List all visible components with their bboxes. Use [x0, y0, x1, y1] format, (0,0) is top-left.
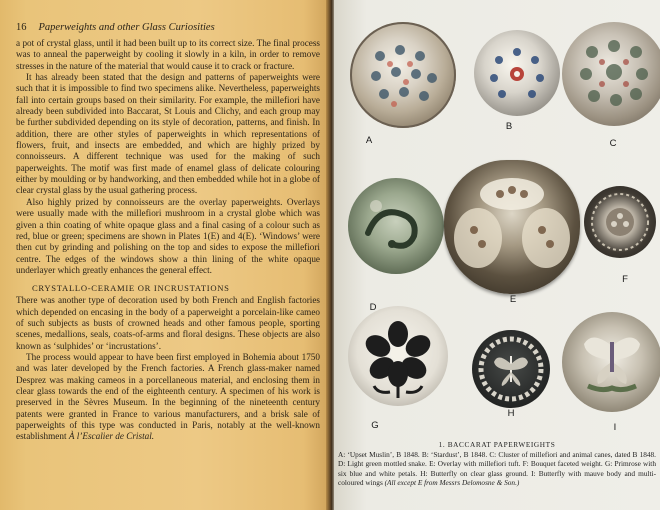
running-head: [16, 22, 320, 34]
label-a: A: [365, 135, 373, 146]
paragraph-2-text: It has already been stated that the design and patterns of paperweights were such that it is impossible to find two specimens alike. Nevertheless, paperweights fall into certain groups based on their similarity. For example, the millefiori have already been subdivided into Baccarat, St Louis and Clichy, and each group may be further subdivided depending on its style of decoration, patterns, and finish. In addition, there are other styles of paperweights in which representations of flowers, fruit, and insects are embedded, and which are highly prized by connoisseurs. A different technique was used for the making of such paperweights. The motif was first made of enamel glass of delicate colouring either by moulding or by handworking, and then embedded while hot in a globe of clear crystal glass by the usual gathering process.: [16, 72, 320, 196]
plate-caption: [338, 440, 656, 487]
caption-note: (All except E from Messrs Delomosne & Son.): [384, 477, 520, 487]
paperweight-b-canes: [474, 30, 560, 116]
paperweight-d-snake: [348, 178, 444, 274]
paragraph-3-text: Also highly prized by connoisseurs are the overlay paperweights. Overlays were usually made with the millefiori mushroom in a crystal globe which was given a thin coating of white opaque glass and a final casing of a colour such as red, blue or green; specimens are shown in Plates 1(E) and 4(E). ‘Windows’ were then cut by grinding and polishing on the top and sides to expose the millefiori centre. The edges of the windows show a thin lining of the white opaque underlayer which greatly enhances the general effect.: [16, 196, 320, 275]
label-d: D: [369, 302, 377, 313]
label-g: G: [371, 420, 379, 431]
label-e: E: [509, 294, 517, 305]
paragraph-3: [16, 197, 320, 276]
paperweight-e-windows: [444, 160, 580, 294]
right-page: [334, 0, 660, 510]
paragraph-1: a pot of crystal glass, until it had been built up to its correct size. The final process was to anneal the paperweight by cooling it slowly in a kiln, in order to remove stresses in the nature of the material that would cause it to crack or fracture.: [16, 38, 320, 71]
paperweight-i-butterfly: [562, 312, 660, 412]
paragraph-5: [16, 352, 320, 443]
label-h: H: [507, 408, 515, 419]
paragraph-4: There was another type of decoration used by both French and English factories which depended on encasing in the body of a paperweight a porcelain-like cameo of such subjects as busts of crowned heads and other famous people, sporting scenes, medallions, seals, coats-of-arms and floral designs. These objects are also known as ‘sulphides’ or ‘incrustations’.: [16, 295, 320, 351]
paperweight-g-primrose: [348, 306, 448, 406]
label-i: I: [613, 422, 617, 433]
paperweight-h-butterfly: [472, 330, 550, 408]
label-b: B: [505, 121, 513, 132]
plate-photographs: [334, 0, 660, 440]
caption-text: A: ‘Upset Muslin’, B 1848. B: ‘Stardust’, B 1848. C: Cluster of millefiori and animal canes, dated B 1848. D: Light green mottled snake. E: Overlay with millefiori tuft. F: Bouquet faceted weight. G: Primrose with six blue and white petals. H: Butterfly on clear glass ground. I: Butterfly with mauve body and multi-coloured wings: [338, 450, 656, 487]
caption-title: 1. BACCARAT PAPERWEIGHTS: [438, 440, 556, 449]
paperweight-c-canes: [562, 22, 660, 126]
label-c: C: [609, 138, 617, 149]
paperweight-a-canes: [350, 22, 456, 128]
paragraph-5-text: The process would appear to have been first employed in Bohemia about 1750 and was later developed by the French factories. A French glass-maker named Desprez was making cameos in a porcellaneous material, and enclosing them in clear glass towards the end of the eighteenth century. A specimen of his work is preserved in the Sèvres Museum. In the beginning of the nineteenth century patents were granted in France to various manufacturers, and a brisk sale of paperweights of this type was conducted in Paris, notably at the well-known establishment: [16, 351, 320, 442]
section-heading: CRYSTALLO-CERAMIE OR INCRUSTATIONS: [32, 283, 230, 294]
closing-italic: À l’Escalier de Cristal.: [68, 431, 155, 442]
paperweight-f-bouquet: [584, 186, 656, 258]
paragraph-2: [16, 72, 320, 197]
page-number: 16: [16, 22, 27, 33]
label-f: F: [622, 274, 628, 285]
running-title: Paperweights and other Glass Curiosities: [38, 22, 215, 33]
